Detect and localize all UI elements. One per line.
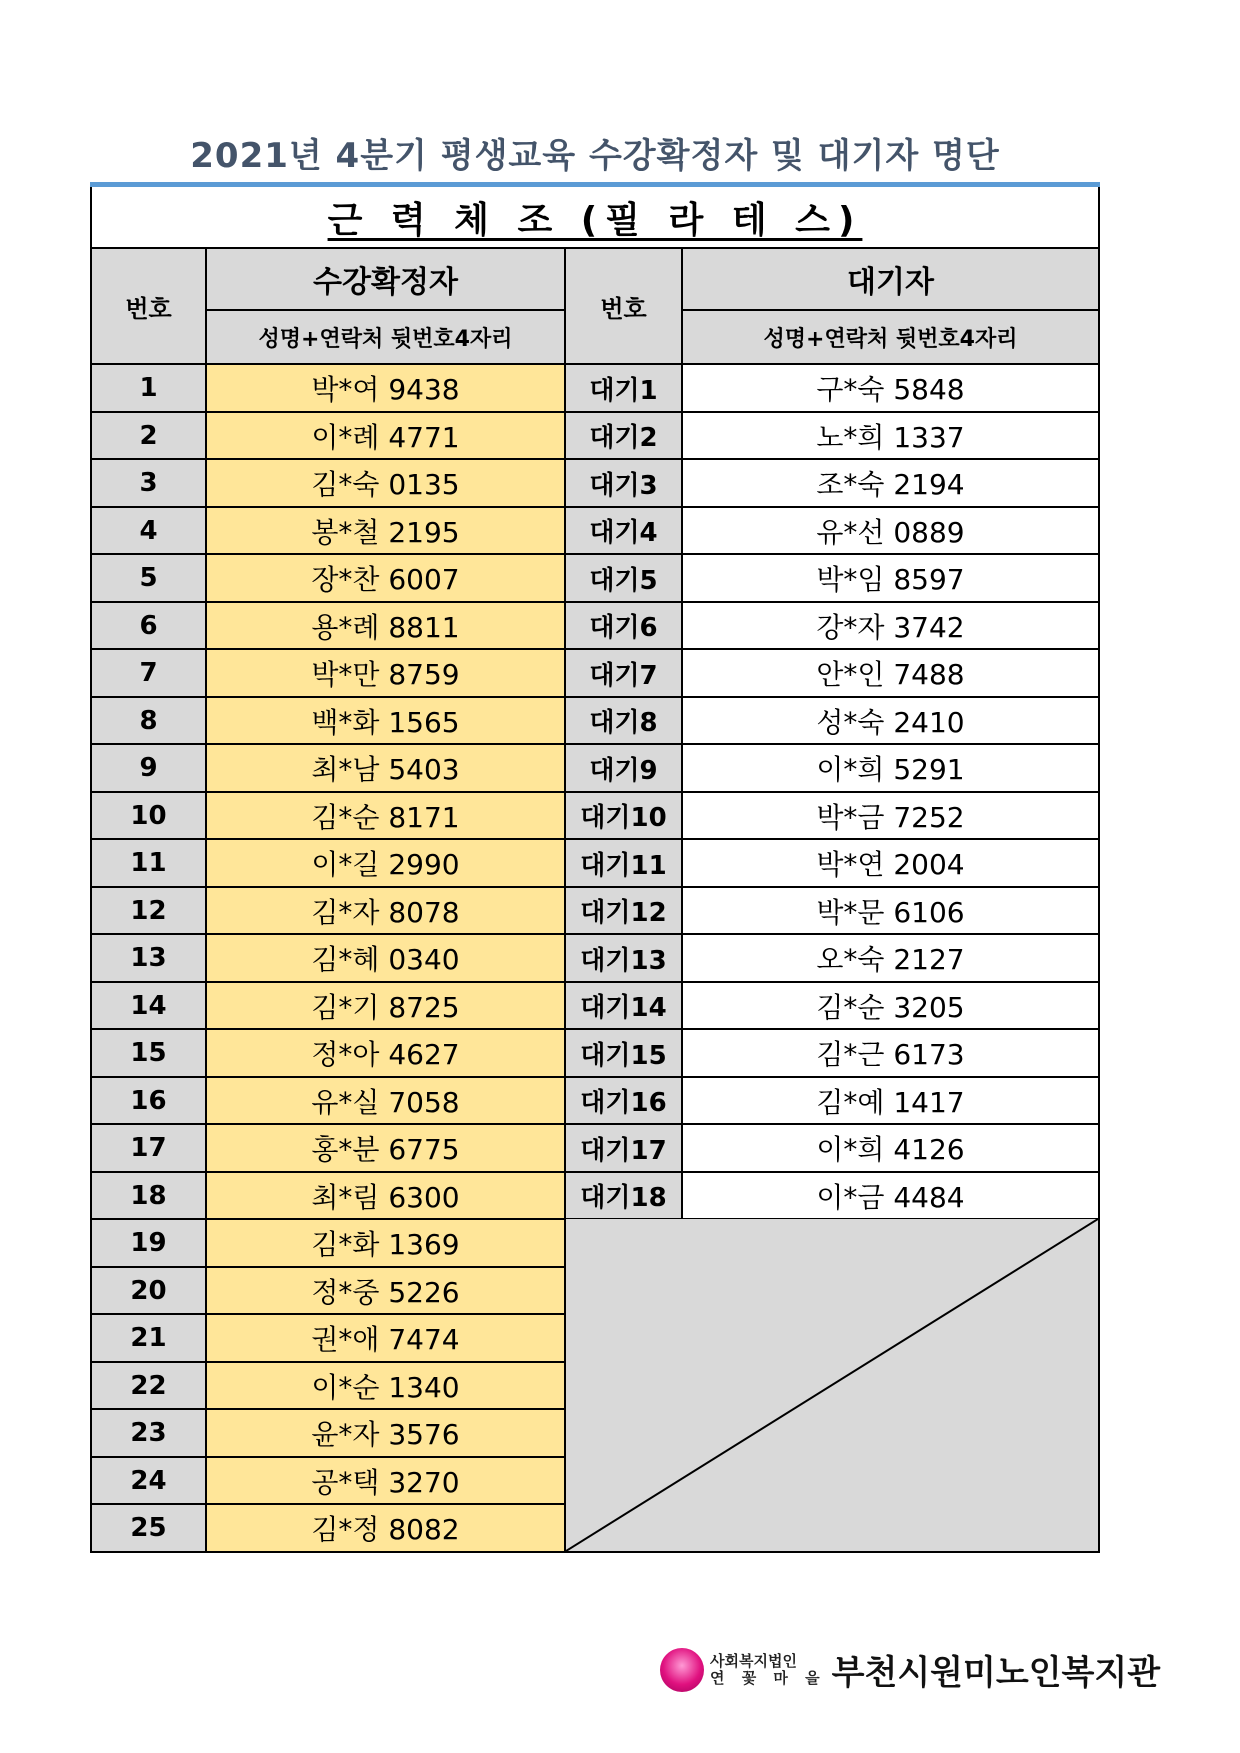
waitlist-row-number: 대기2	[566, 413, 683, 460]
waitlist-row-number: 대기1	[566, 365, 683, 413]
waitlist-row-name: 구*숙 5848	[683, 365, 1098, 413]
confirmed-row-name: 김*숙 0135	[207, 460, 566, 508]
confirmed-row-name: 백*화 1565	[207, 698, 566, 745]
header-number-confirmed: 번호	[92, 249, 207, 365]
confirmed-row-name: 김*순 8171	[207, 793, 566, 840]
header-confirmed: 수강확정자	[207, 249, 566, 311]
waitlist-row-name: 유*선 0889	[683, 508, 1098, 555]
waitlist-row-number: 대기3	[566, 460, 683, 508]
confirmed-row-name: 김*화 1369	[207, 1220, 566, 1268]
confirmed-row-name: 장*찬 6007	[207, 555, 566, 603]
confirmed-row-name: 유*실 7058	[207, 1078, 566, 1125]
waitlist-row-name: 이*희 4126	[683, 1125, 1098, 1173]
lotus-logo-icon	[660, 1648, 704, 1692]
confirmed-row-number: 25	[92, 1505, 207, 1553]
waitlist-row-name: 이*희 5291	[683, 745, 1098, 793]
confirmed-row-number: 14	[92, 983, 207, 1030]
org-name: 연 꽃 마 을	[710, 1668, 826, 1687]
confirmed-row-name: 정*아 4627	[207, 1030, 566, 1078]
waitlist-row-number: 대기10	[566, 793, 683, 840]
document-title: 2021년 4분기 평생교육 수강확정자 및 대기자 명단	[190, 136, 1000, 176]
waitlist-row-number: 대기12	[566, 888, 683, 935]
waitlist-row-number: 대기7	[566, 650, 683, 698]
waitlist-row-name: 오*숙 2127	[683, 935, 1098, 983]
waitlist-row-name: 박*금 7252	[683, 793, 1098, 840]
waitlist-row-name: 강*자 3742	[683, 603, 1098, 650]
confirmed-row-number: 17	[92, 1125, 207, 1173]
confirmed-row-number: 2	[92, 413, 207, 460]
confirmed-row-name: 봉*철 2195	[207, 508, 566, 555]
waitlist-row-name: 조*숙 2194	[683, 460, 1098, 508]
footer-logo	[660, 1645, 1160, 1694]
roster-table	[90, 187, 1100, 1553]
waitlist-row-number: 대기14	[566, 983, 683, 1030]
course-title	[92, 187, 1098, 249]
confirmed-row-number: 18	[92, 1173, 207, 1220]
waitlist-row-number: 대기9	[566, 745, 683, 793]
confirmed-row-number: 24	[92, 1458, 207, 1505]
confirmed-row-number: 13	[92, 935, 207, 983]
waitlist-row-number: 대기17	[566, 1125, 683, 1173]
confirmed-row-number: 5	[92, 555, 207, 603]
confirmed-row-number: 6	[92, 603, 207, 650]
institution-name: 부천시원미노인복지관	[831, 1653, 1161, 1693]
confirmed-row-name: 김*기 8725	[207, 983, 566, 1030]
org-label	[710, 1653, 826, 1687]
header-number-waitlist: 번호	[566, 249, 683, 365]
confirmed-row-number: 4	[92, 508, 207, 555]
waitlist-row-name: 김*근 6173	[683, 1030, 1098, 1078]
waitlist-row-name: 김*순 3205	[683, 983, 1098, 1030]
waitlist-row-name: 박*문 6106	[683, 888, 1098, 935]
confirmed-row-name: 최*남 5403	[207, 745, 566, 793]
waitlist-row-number: 대기4	[566, 508, 683, 555]
confirmed-row-name: 정*중 5226	[207, 1268, 566, 1315]
confirmed-row-number: 19	[92, 1220, 207, 1268]
confirmed-row-number: 20	[92, 1268, 207, 1315]
confirmed-row-name: 박*만 8759	[207, 650, 566, 698]
confirmed-row-number: 7	[92, 650, 207, 698]
header-confirmed-sub: 성명+연락처 뒷번호4자리	[207, 311, 566, 365]
confirmed-row-number: 11	[92, 840, 207, 888]
confirmed-row-number: 21	[92, 1315, 207, 1363]
waitlist-row-name: 이*금 4484	[683, 1173, 1098, 1220]
confirmed-row-number: 9	[92, 745, 207, 793]
confirmed-row-name: 권*애 7474	[207, 1315, 566, 1363]
confirmed-row-name: 윤*자 3576	[207, 1410, 566, 1458]
confirmed-row-name: 박*여 9438	[207, 365, 566, 413]
confirmed-row-name: 김*자 8078	[207, 888, 566, 935]
header-waitlist: 대기자	[683, 249, 1098, 311]
confirmed-row-number: 15	[92, 1030, 207, 1078]
waitlist-row-number: 대기6	[566, 603, 683, 650]
course-title-text: 근 력 체 조 (필 라 테 스)	[327, 199, 863, 241]
empty-waitlist-area	[566, 1219, 1098, 1551]
confirmed-row-number: 10	[92, 793, 207, 840]
confirmed-row-number: 23	[92, 1410, 207, 1458]
waitlist-row-name: 안*인 7488	[683, 650, 1098, 698]
waitlist-row-number: 대기5	[566, 555, 683, 603]
waitlist-row-name: 박*임 8597	[683, 555, 1098, 603]
confirmed-row-number: 3	[92, 460, 207, 508]
confirmed-row-name: 김*정 8082	[207, 1505, 566, 1553]
waitlist-row-name: 노*희 1337	[683, 413, 1098, 460]
waitlist-row-number: 대기13	[566, 935, 683, 983]
waitlist-row-name: 성*숙 2410	[683, 698, 1098, 745]
confirmed-row-name: 최*림 6300	[207, 1173, 566, 1220]
confirmed-row-name: 공*택 3270	[207, 1458, 566, 1505]
org-type: 사회복지법인	[710, 1651, 797, 1670]
confirmed-row-number: 16	[92, 1078, 207, 1125]
waitlist-row-name: 박*연 2004	[683, 840, 1098, 888]
confirmed-row-name: 용*례 8811	[207, 603, 566, 650]
confirmed-row-name: 홍*분 6775	[207, 1125, 566, 1173]
confirmed-row-name: 이*례 4771	[207, 413, 566, 460]
confirmed-row-number: 1	[92, 365, 207, 413]
confirmed-row-number: 12	[92, 888, 207, 935]
confirmed-row-number: 8	[92, 698, 207, 745]
waitlist-row-name: 김*예 1417	[683, 1078, 1098, 1125]
header-waitlist-sub: 성명+연락처 뒷번호4자리	[683, 311, 1098, 365]
waitlist-row-number: 대기11	[566, 840, 683, 888]
confirmed-row-name: 이*순 1340	[207, 1363, 566, 1410]
waitlist-row-number: 대기15	[566, 1030, 683, 1078]
waitlist-row-number: 대기16	[566, 1078, 683, 1125]
confirmed-row-name: 이*길 2990	[207, 840, 566, 888]
waitlist-row-number: 대기8	[566, 698, 683, 745]
confirmed-row-name: 김*혜 0340	[207, 935, 566, 983]
confirmed-row-number: 22	[92, 1363, 207, 1410]
waitlist-row-number: 대기18	[566, 1173, 683, 1220]
